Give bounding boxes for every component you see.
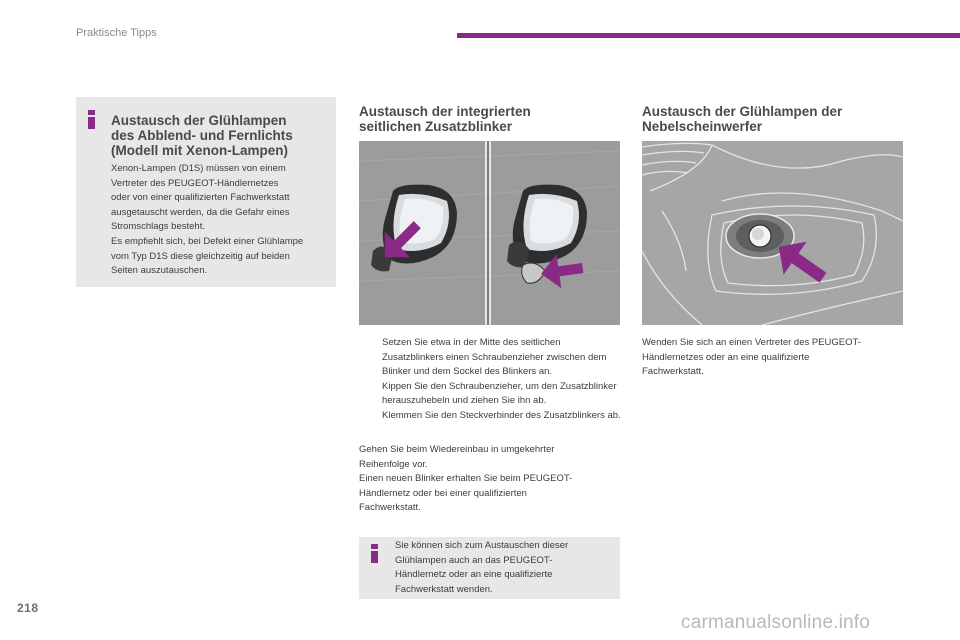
- step-item: [359, 380, 621, 409]
- page-header-section: Praktische Tipps: [76, 27, 157, 39]
- info-icon: [87, 110, 97, 129]
- step-text: Kippen Sie den Schraubenzieher, um den Zusatzblinker herauszuhebeln und ziehen Sie ihn ab.: [382, 380, 617, 407]
- step-item: [359, 409, 621, 424]
- side-repeater-steps: [359, 336, 621, 424]
- step-item: [359, 336, 621, 380]
- info-box-text: Xenon-Lampen (D1S) müssen von einem Vertreter des PEUGEOT-Händlernetzes oder von einer qualifizierten Fachwerkstatt ausgetauscht werden, da die Gefahr eines Stromschlags besteht. Es empfiehlt sich, bei Defekt einer Glühlampe vom Typ D1S diese gleichzeitig auf beiden Seiten auszutauschen.: [111, 163, 304, 277]
- xenon-info-box: [76, 97, 336, 287]
- step-text: Klemmen Sie den Steckverbinder des Zusatzblinkers ab.: [382, 409, 621, 421]
- info-icon: [370, 544, 380, 563]
- reassembly-paragraph: Gehen Sie beim Wiedereinbau in umgekehrter Reihenfolge vor. Einen neuen Blinker erhalten Sie beim PEUGEOT- Händlernetz oder bei einer qualifizierten Fachwerkstatt.: [359, 444, 573, 514]
- page-number: 218: [17, 601, 39, 615]
- side-repeater-photo: [359, 141, 620, 325]
- fog-lamp-title: Austausch der Glühlampen der Nebelscheinwerfer: [642, 104, 843, 134]
- fog-lamp-paragraph: Wenden Sie sich an einen Vertreter des PEUGEOT- Händlernetzes oder an eine qualifizierte Fachwerkstatt.: [642, 337, 861, 378]
- tip-box: [359, 537, 620, 599]
- info-box-title: Austausch der Glühlampen des Abblend- und Fernlichts (Modell mit Xenon-Lampen): [111, 113, 293, 158]
- tip-text: Sie können sich zum Austauschen dieser Glühlampen auch an das PEUGEOT- Händlernetz oder an eine qualifizierte Fachwerkstatt wenden.: [395, 540, 569, 595]
- fog-lamp-photo: [642, 141, 903, 325]
- side-repeater-title: Austausch der integrierten seitlichen Zusatzblinker: [359, 104, 531, 134]
- step-text: Setzen Sie etwa in der Mitte des seitlichen Zusatzblinkers einen Schraubenzieher zwischen dem Blinker und dem Sockel des Blinkers an.: [382, 337, 607, 378]
- watermark: carmanualsonline.info: [681, 612, 871, 633]
- header-accent-bar: [457, 33, 960, 38]
